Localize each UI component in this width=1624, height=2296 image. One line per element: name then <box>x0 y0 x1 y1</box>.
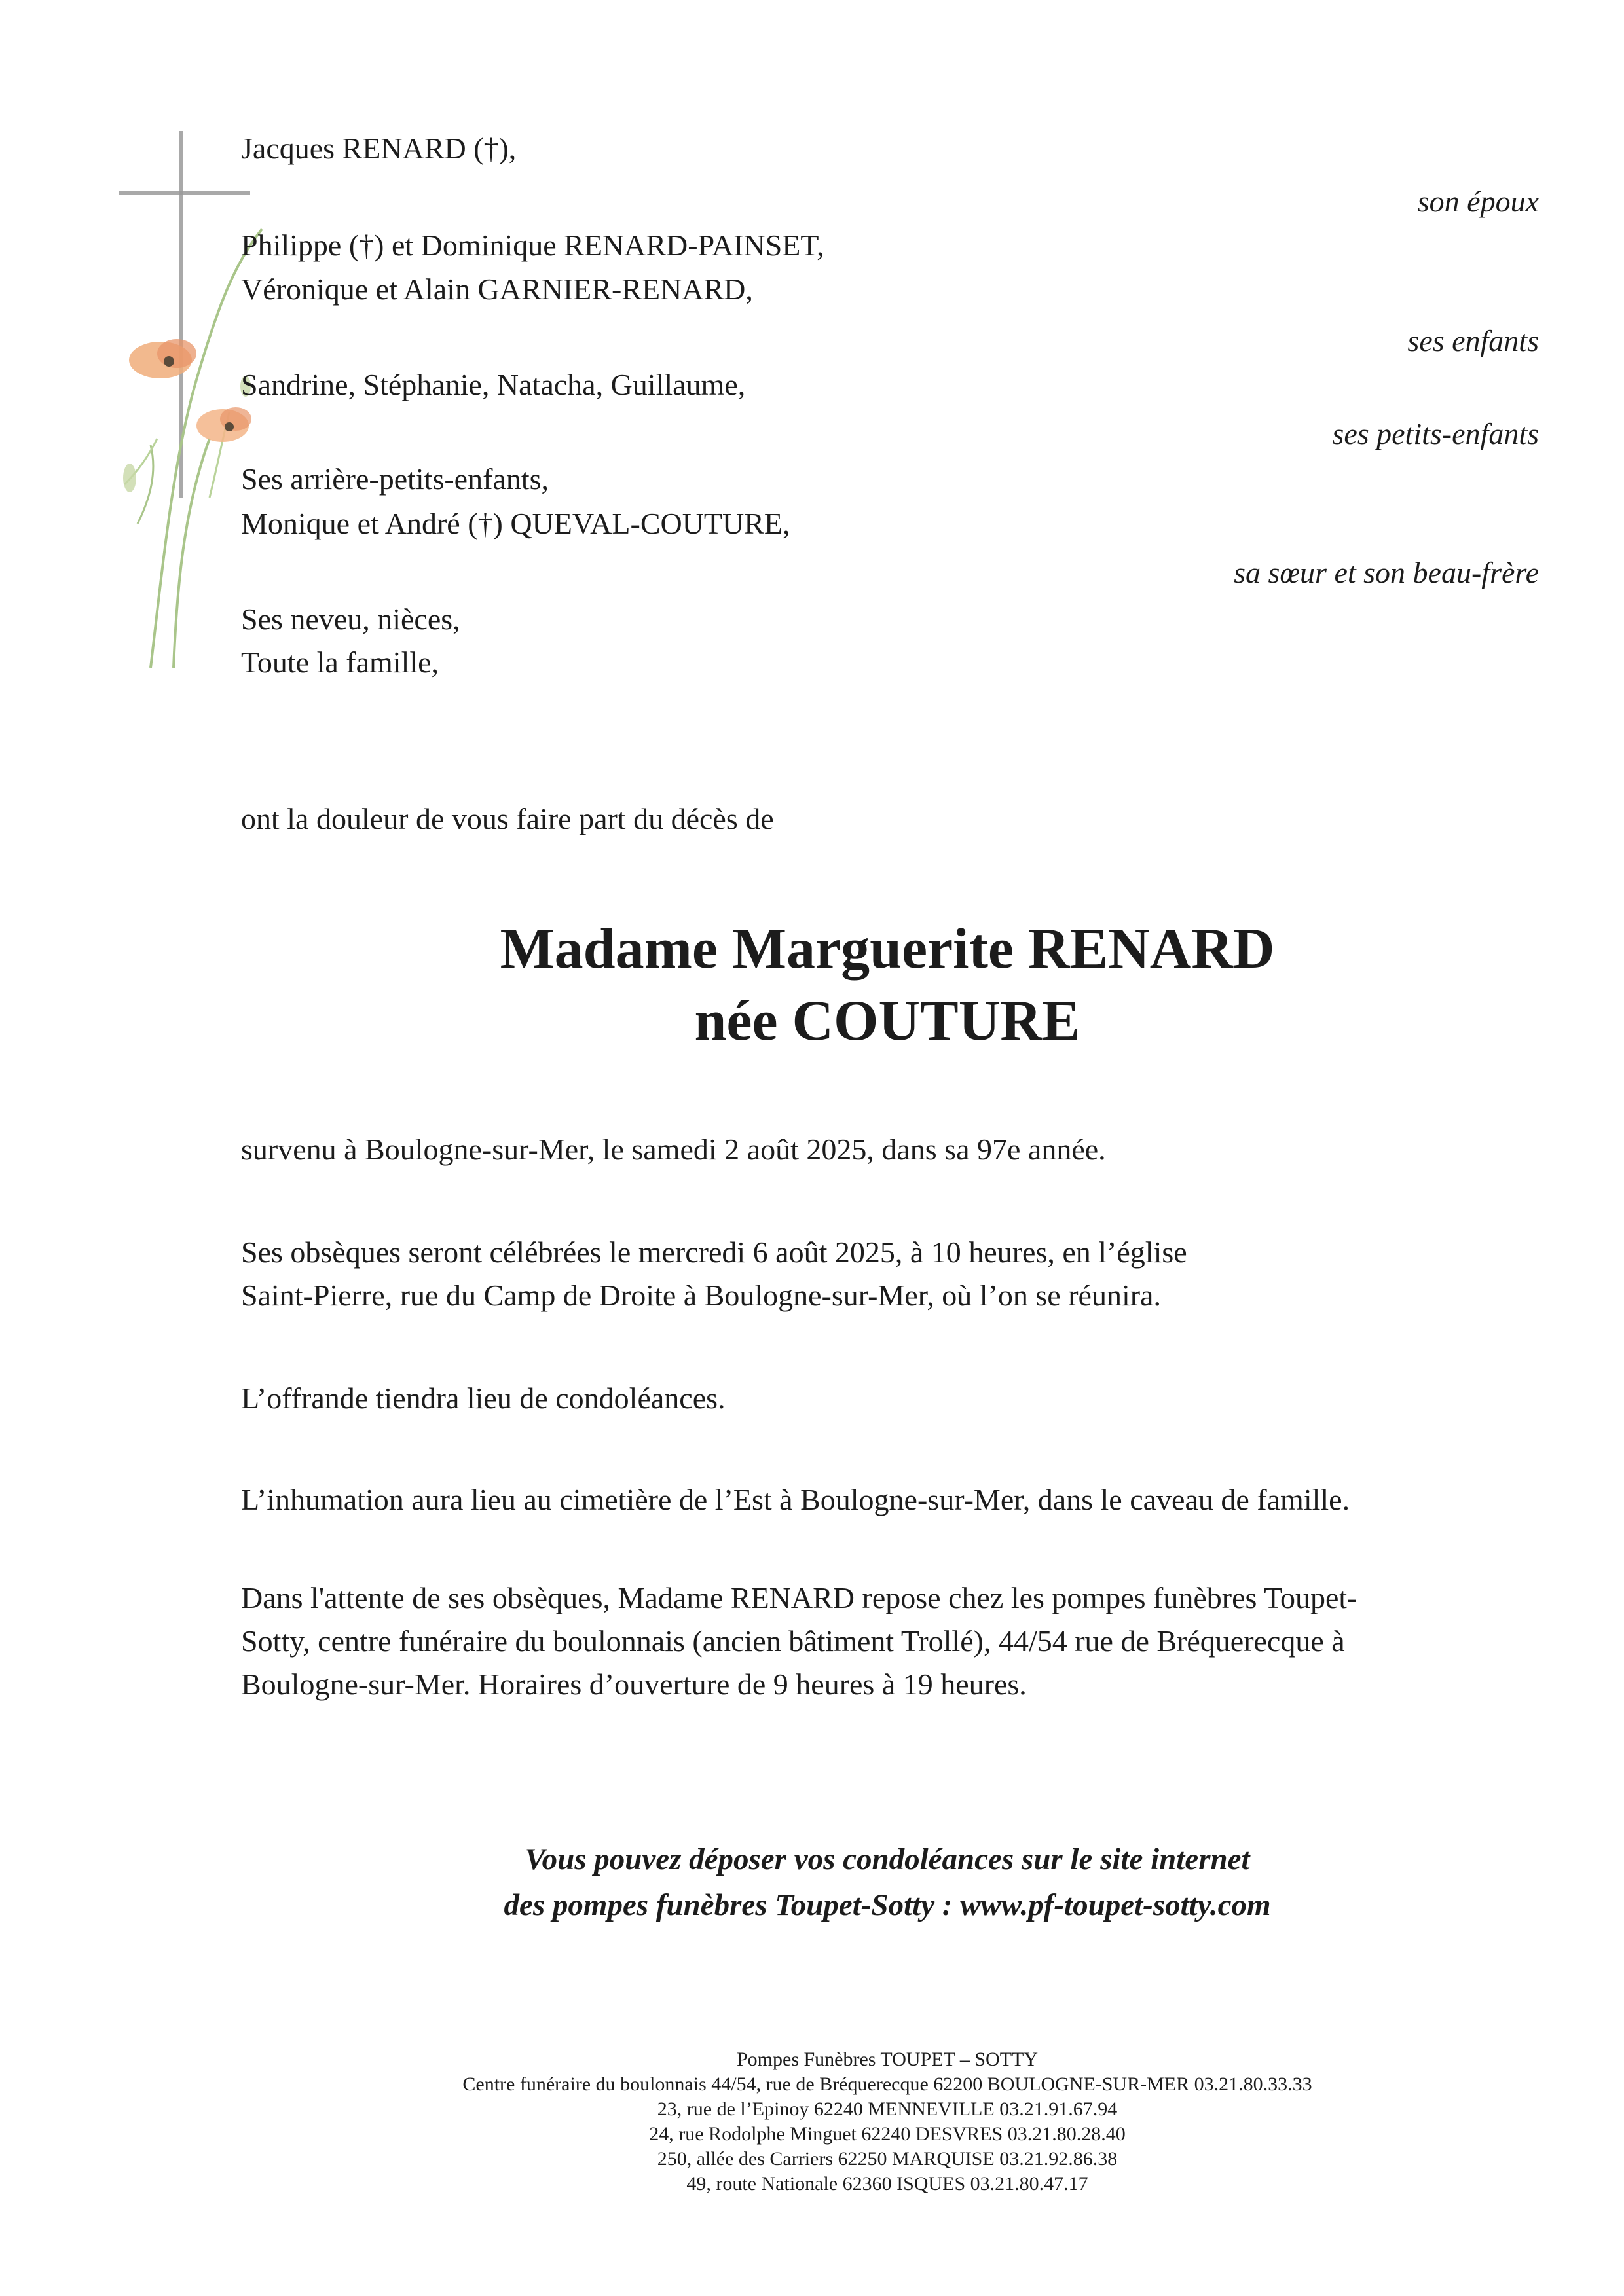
intro-text: ont la douleur de vous faire part du décès de <box>241 802 774 835</box>
family-line-4: Sandrine, Stéphanie, Natacha, Guillaume, <box>241 368 746 401</box>
deceased-name: Madame Marguerite RENARD <box>500 917 1275 981</box>
paragraph-repose <box>241 1576 1357 1706</box>
paragraph-line: Dans l'attente de ses obsèques, Madame RENARD repose chez les pompes funèbres Toupet- <box>241 1581 1357 1614</box>
paragraph-line: survenu à Boulogne-sur-Mer, le samedi 2 août 2025, dans sa 97e année. <box>241 1133 1106 1166</box>
paragraph-line: Ses obsèques seront célébrées le mercredi 6 août 2025, à 10 heures, en l’église <box>241 1235 1187 1269</box>
family-line-8: Toute la famille, <box>241 646 439 679</box>
footer-line: 49, route Nationale 62360 ISQUES 03.21.80.47.17 <box>686 2173 1088 2195</box>
role-sibling: sa sœur et son beau-frère <box>1234 556 1539 589</box>
paragraph-line: Boulogne-sur-Mer. Horaires d’ouverture de 9 heures à 19 heures. <box>241 1667 1027 1701</box>
paragraph-line: Sotty, centre funéraire du boulonnais (ancien bâtiment Trollé), 44/54 rue de Bréquerecque à <box>241 1624 1345 1658</box>
role-grandchildren: ses petits-enfants <box>1332 417 1539 450</box>
funeral-home-footer <box>0 2047 1624 2196</box>
footer-line: Centre funéraire du boulonnais 44/54, rue de Bréquerecque 62200 BOULOGNE-SUR-MER 03.21.80.33.33 <box>462 2073 1312 2095</box>
paragraph-burial <box>241 1478 1350 1522</box>
paragraph-line: L’offrande tiendra lieu de condoléances. <box>241 1381 726 1415</box>
family-line-1: Jacques RENARD (†), <box>241 132 517 165</box>
family-line-2: Philippe (†) et Dominique RENARD-PAINSET, <box>241 228 824 262</box>
footer-line: 23, rue de l’Epinoy 62240 MENNEVILLE 03.21.91.67.94 <box>657 2098 1118 2120</box>
family-line-7: Ses neveu, nièces, <box>241 602 460 636</box>
paragraph-death <box>241 1128 1106 1171</box>
paragraph-offering <box>241 1377 726 1420</box>
family-line-6: Monique et André (†) QUEVAL-COUTURE, <box>241 507 790 540</box>
role-children: ses enfants <box>1407 324 1539 357</box>
deceased-maiden-name: née COUTURE <box>694 989 1080 1053</box>
paragraph-line: Saint-Pierre, rue du Camp de Droite à Boulogne-sur-Mer, où l’on se réunira. <box>241 1279 1161 1312</box>
paragraph-line: L’inhumation aura lieu au cimetière de l’Est à Boulogne-sur-Mer, dans le caveau de famille. <box>241 1483 1350 1516</box>
footer-line: Pompes Funèbres TOUPET – SOTTY <box>736 2049 1039 2070</box>
family-line-5: Ses arrière-petits-enfants, <box>241 462 549 496</box>
footer-line: 250, allée des Carriers 62250 MARQUISE 03.21.92.86.38 <box>657 2148 1118 2170</box>
family-line-3: Véronique et Alain GARNIER-RENARD, <box>241 272 753 306</box>
condolences-notice <box>0 1836 1624 1928</box>
role-spouse: son époux <box>1417 185 1539 218</box>
paragraph-funeral <box>241 1231 1187 1317</box>
condolences-line-1: Vous pouvez déposer vos condoléances sur le site internet <box>525 1842 1250 1876</box>
footer-line: 24, rue Rodolphe Minguet 62240 DESVRES 03.21.80.28.40 <box>649 2123 1126 2145</box>
condolences-line-2: des pompes funèbres Toupet-Sotty : www.pf-toupet-sotty.com <box>504 1888 1271 1922</box>
